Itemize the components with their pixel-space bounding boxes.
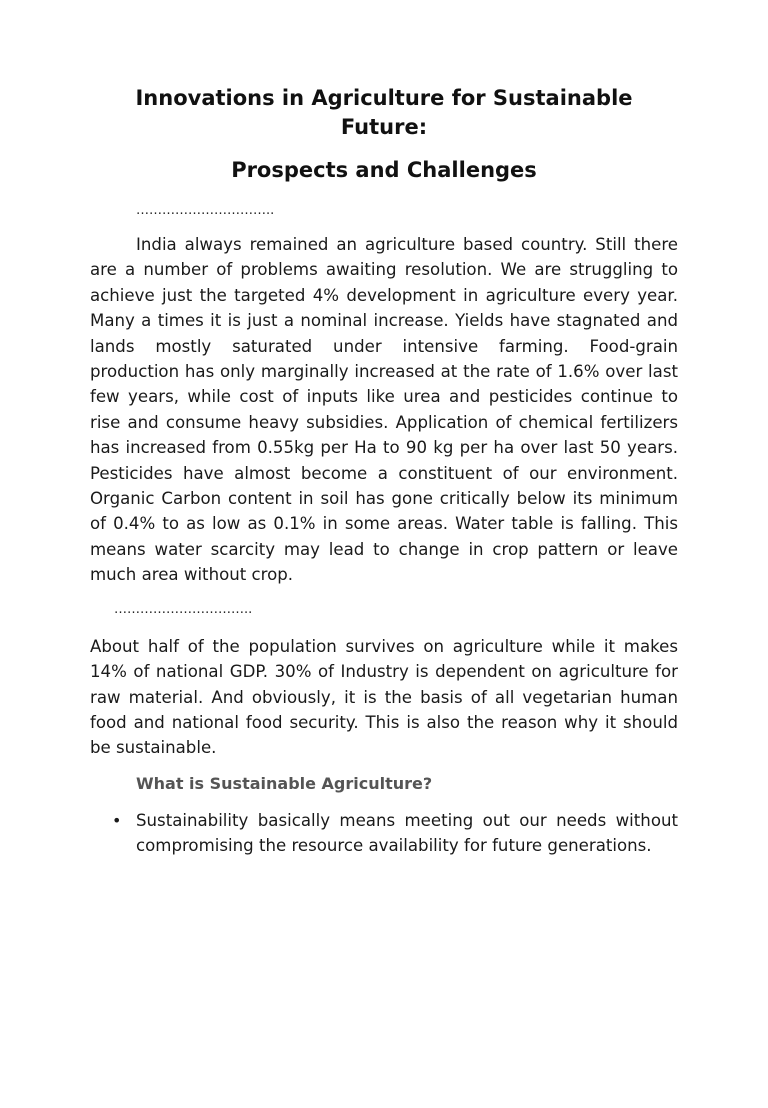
list-item-text: Sustainability basically means meeting out our needs without compromising the resource availability for future generations. [136, 810, 678, 856]
separator-dots: ………………………….. [114, 601, 253, 617]
document-page [0, 84, 768, 1108]
list-item [90, 808, 678, 859]
section-heading: What is Sustainable Agriculture? [136, 773, 433, 793]
paragraph-intro: India always remained an agriculture based country. Still there are a number of problems awaiting resolution. We are struggling to achieve just the targeted 4% development in agriculture every year. Many a times it is just a nominal increase. Yields have stagnated and lands mostly saturated under intensive farming. Food-grain production has only marginally increased at the rate of 1.6% over last few years, while cost of inputs like urea and pesticides continue to rise and consume heavy subsidies. Application of chemical fertilizers has increased from 0.55kg per Ha to 90 kg per ha over last 50 years. Pesticides have almost become a constituent of our environment. Organic Carbon content in soil has gone critically below its minimum of 0.4% to as low as 0.1% in some areas. Water table is falling. This means water scarcity may lead to change in crop pattern or leave much area without crop. [90, 235, 678, 585]
bullet-list [90, 808, 678, 859]
bullet-icon: • [112, 810, 122, 830]
document-title: Innovations in Agriculture for Sustainable Future: [135, 86, 633, 139]
separator-dots: ………………………….. [136, 203, 275, 218]
paragraph-population: About half of the population survives on agriculture while it makes 14% of national GDP. 30% of Industry is dependent on agriculture for raw material. And obviously, it is the basis of all vegetarian human food and national food security. This is also the reason why it should be sustainable. [90, 636, 678, 758]
document-subtitle: Prospects and Challenges [231, 158, 537, 182]
